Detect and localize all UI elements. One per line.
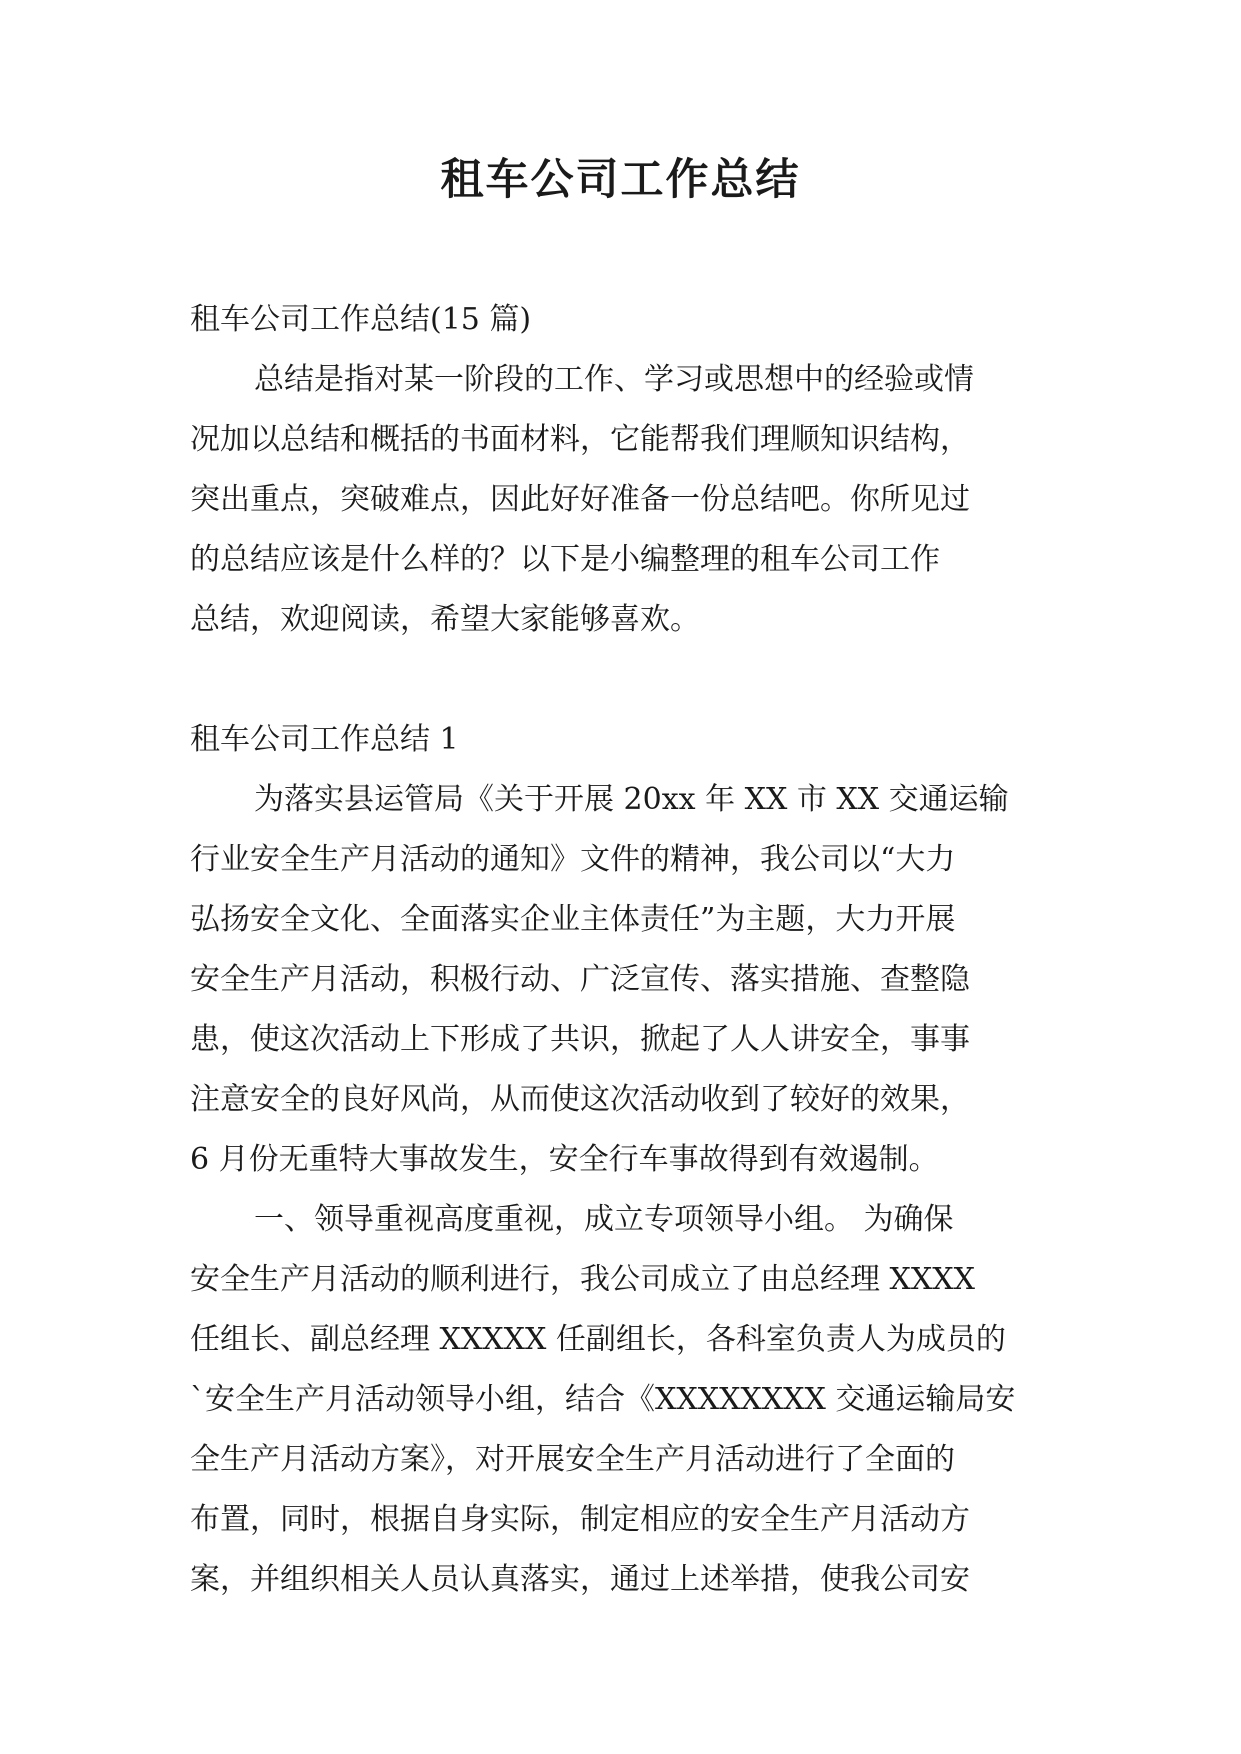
- paragraph-line: 案，并组织相关人员认真落实，通过上述举措，使我公司安: [190, 1562, 970, 1597]
- paragraph-line: 的总结应该是什么样的？以下是小编整理的租车公司工作: [190, 542, 940, 577]
- paragraph-line: 安全生产月活动的顺利进行，我公司成立了由总经理 XXXX: [190, 1262, 975, 1297]
- paragraph-line: 6 月份无重特大事故发生，安全行车事故得到有效遏制。: [190, 1142, 939, 1177]
- paragraph-line: `安全生产月活动领导小组，结合《XXXXXXXX 交通运输局安: [190, 1382, 1016, 1417]
- paragraph-line: 全生产月活动方案》，对开展安全生产月活动进行了全面的: [190, 1442, 955, 1477]
- paragraph-line: 突出重点，突破难点，因此好好准备一份总结吧。你所见过: [190, 482, 970, 517]
- paragraph-line: 一、领导重视高度重视，成立专项领导小组。 为确保: [254, 1202, 954, 1237]
- paragraph-line: 布置，同时，根据自身实际，制定相应的安全生产月活动方: [190, 1502, 970, 1537]
- paragraph-line: 为落实县运管局《关于开展 20xx 年 XX 市 XX 交通运输: [254, 782, 1009, 817]
- section-heading: 租车公司工作总结 1: [190, 722, 459, 757]
- paragraph-line: 总结是指对某一阶段的工作、学习或思想中的经验或情: [254, 362, 974, 397]
- paragraph-1: [190, 770, 1060, 1190]
- paragraph-line: 弘扬安全文化、全面落实企业主体责任”为主题，大力开展: [190, 902, 956, 937]
- paragraph-line: 况加以总结和概括的书面材料，它能帮我们理顺知识结构，: [190, 422, 970, 457]
- paragraph-line: 任组长、副总经理 XXXXX 任副组长，各科室负责人为成员的: [190, 1322, 1006, 1357]
- paragraph-gap: [190, 650, 1060, 710]
- paragraph-line: 安全生产月活动，积极行动、广泛宣传、落实措施、查整隐: [190, 962, 970, 997]
- document-title: 租车公司工作总结: [440, 155, 801, 205]
- paragraph-line: 行业安全生产月活动的通知》文件的精神，我公司以“大力: [190, 842, 956, 877]
- paragraph-line: 患，使这次活动上下形成了共识，掀起了人人讲安全，事事: [190, 1022, 970, 1057]
- intro-paragraph: [190, 350, 1060, 650]
- document-subtitle: 租车公司工作总结(15 篇): [190, 302, 532, 337]
- paragraph-line: 总结，欢迎阅读，希望大家能够喜欢。: [190, 602, 700, 637]
- paragraph-2: [190, 1190, 1060, 1610]
- document-body: [190, 290, 1060, 1610]
- paragraph-line: 注意安全的良好风尚，从而使这次活动收到了较好的效果，: [190, 1082, 970, 1117]
